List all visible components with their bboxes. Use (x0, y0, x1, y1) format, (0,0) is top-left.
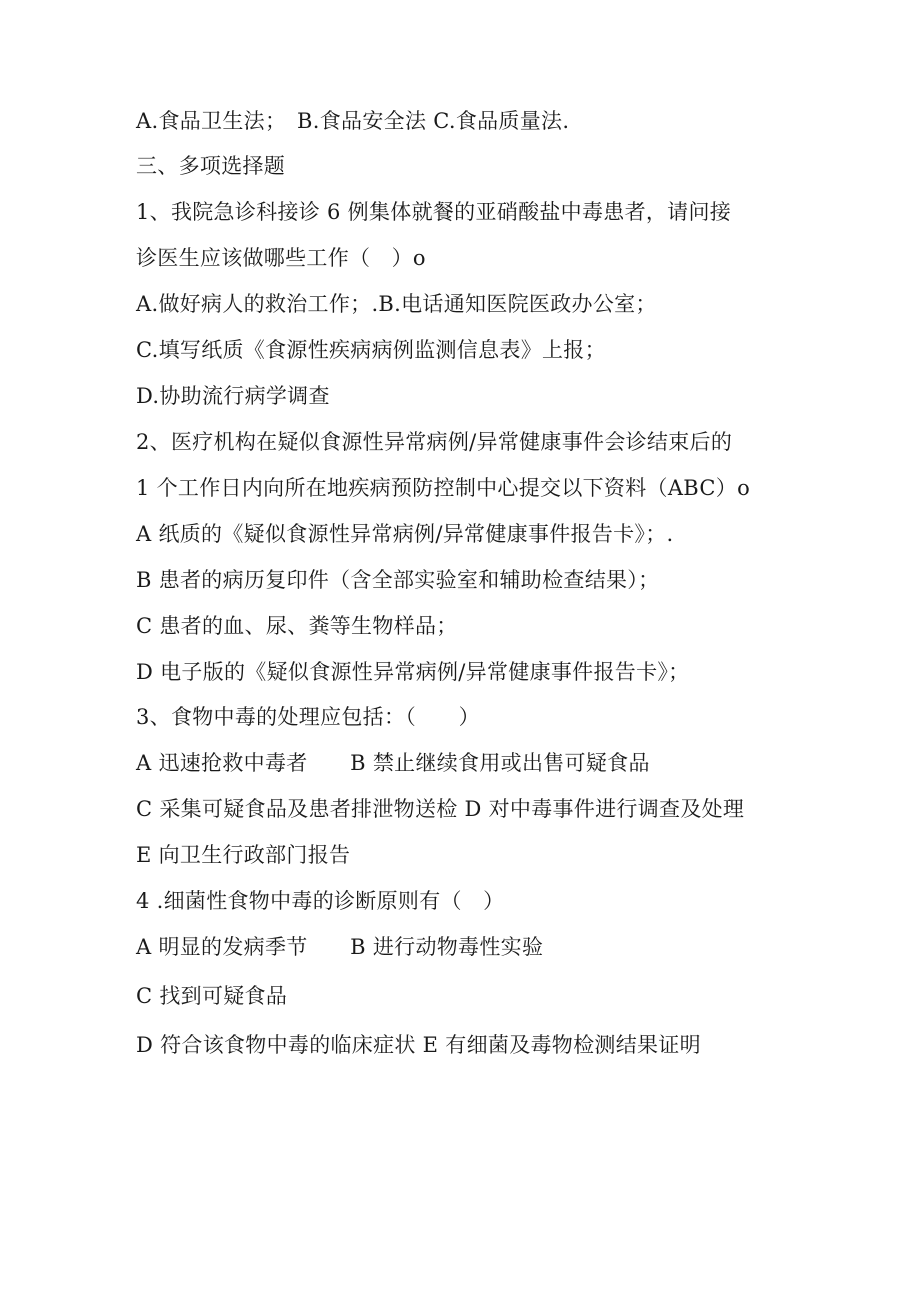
question-4-options-de: D 符合该食物中毒的临床症状 E 有细菌及毒物检测结果证明 (136, 1033, 701, 1057)
section-heading: 三、多项选择题 (136, 154, 286, 178)
question-2-option-b: B 患者的病历复印件（含全部实验室和辅助检查结果）； (136, 568, 660, 592)
question-2-option-c: C 患者的血、尿、粪等生物样品； (136, 614, 458, 638)
question-2-option-d: D 电子版的《疑似食源性异常病例/异常健康事件报告卡》； (136, 660, 690, 684)
question-3-option-e: E 向卫生行政部门报告 (136, 843, 351, 867)
answer-options-line: A.食品卫生法； B.食品安全法 C.食品质量法. (136, 109, 570, 133)
question-2-text-cont: 1 个工作日内向所在地疾病预防控制中心提交以下资料（ABC）o (136, 476, 751, 500)
question-4-text: 4 .细菌性食物中毒的诊断原则有（ ） (136, 889, 505, 913)
question-1-option-c: C.填写纸质《食源性疾病病例监测信息表》上报； (136, 338, 606, 362)
question-1-text: 1、我院急诊科接诊 6 例集体就餐的亚硝酸盐中毒患者，请问接 (136, 200, 732, 224)
question-3-options-cd: C 采集可疑食品及患者排泄物送检 D 对中毒事件进行调查及处理 (136, 797, 745, 821)
question-2-text: 2、医疗机构在疑似食源性异常病例/异常健康事件会诊结束后的 (136, 430, 733, 454)
question-1-options-ab: A.做好病人的救治工作；.B.电话通知医院医政办公室； (136, 292, 657, 316)
question-3-text: 3、食物中毒的处理应包括：（ ） (136, 705, 480, 729)
question-4-options-ab: A 明显的发病季节 B 进行动物毒性实验 (136, 935, 544, 959)
question-1-option-d: D.协助流行病学调查 (136, 384, 330, 408)
question-1-text-cont: 诊医生应该做哪些工作（ ）o (136, 246, 426, 270)
question-3-options-ab: A 迅速抢救中毒者 B 禁止继续食用或出售可疑食品 (136, 751, 650, 775)
question-4-option-c: C 找到可疑食品 (136, 984, 288, 1008)
question-2-option-a: A 纸质的《疑似食源性异常病例/异常健康事件报告卡》；. (136, 522, 674, 546)
